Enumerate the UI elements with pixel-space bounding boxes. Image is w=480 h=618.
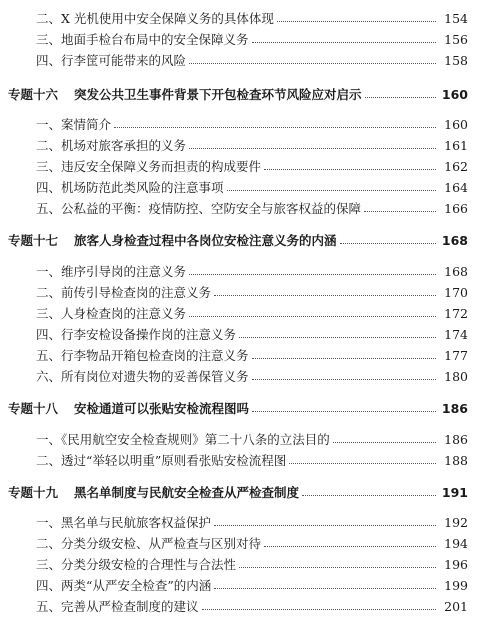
- toc-entry: [0, 29, 480, 49]
- entry-title: 二、机场对旅客承担的义务: [36, 138, 187, 153]
- entry-page: 201: [444, 598, 468, 614]
- leader-dots: [252, 42, 436, 43]
- leader-dots: [214, 295, 436, 296]
- entry-title: 二、X 光机使用中安全保障义务的具体体现: [36, 11, 274, 26]
- toc-entry: [0, 450, 480, 470]
- entry-page: 194: [444, 535, 468, 551]
- leader-dots: [239, 337, 436, 338]
- chapter-title: 突发公共卫生事件背景下开包检查环节风险应对启示: [74, 87, 362, 102]
- chapter-heading: [0, 84, 480, 104]
- leader-dots: [189, 63, 436, 64]
- chapter-label: 专题十七: [8, 233, 59, 248]
- entry-page: 168: [444, 263, 468, 279]
- entry-title: 五、公私益的平衡：疫情防控、空防安全与旅客权益的保障: [36, 201, 362, 216]
- leader-dots: [252, 411, 436, 412]
- toc-entry: [0, 324, 480, 344]
- leader-dots: [364, 211, 436, 212]
- chapter-page: 186: [441, 400, 468, 416]
- entry-page: 192: [444, 514, 468, 530]
- leader-dots: [214, 588, 436, 589]
- toc-entry: [0, 8, 480, 28]
- entry-title: 三、分类分级安检的合理性与合法性: [36, 557, 237, 572]
- entry-title: 一、《民用航空安全检查规则》第二十八条的立法目的: [36, 432, 330, 447]
- entry-page: 188: [444, 452, 468, 468]
- entry-page: 172: [444, 305, 468, 321]
- entry-title: 五、行李物品开箱包检查岗的注意义务: [36, 348, 249, 363]
- chapter-label: 专题十九: [8, 485, 59, 500]
- leader-dots: [264, 169, 436, 170]
- entry-title: 六、所有岗位对遗失物的妥善保管义务: [36, 369, 249, 384]
- toc-entry: [0, 177, 480, 197]
- chapter-title: 安检通道可以张贴安检流程图吗: [74, 401, 250, 416]
- toc-entry: [0, 282, 480, 302]
- chapter-heading: [0, 230, 480, 250]
- leader-dots: [214, 525, 436, 526]
- chapter-heading: [0, 482, 480, 502]
- leader-dots: [189, 274, 436, 275]
- toc-entry: [0, 261, 480, 281]
- entry-title: 四、两类“从严安全检查”的内涵: [36, 578, 212, 593]
- leader-dots: [252, 358, 436, 359]
- toc-entry: [0, 429, 480, 449]
- entry-title: 三、违反安全保障义务而担责的构成要件: [36, 159, 262, 174]
- toc-entry: [0, 554, 480, 574]
- leader-dots: [289, 463, 436, 464]
- entry-page: 177: [444, 347, 468, 363]
- entry-page: 164: [444, 179, 468, 195]
- entry-title: 二、分类分级安检、从严检查与区别对待: [36, 536, 262, 551]
- toc-entry: [0, 345, 480, 365]
- toc-entry: [0, 303, 480, 323]
- entry-page: 161: [444, 137, 468, 153]
- toc-entry: [0, 596, 480, 616]
- toc-entry: [0, 50, 480, 70]
- chapter-title: 旅客人身检查过程中各岗位安检注意义务的内涵: [74, 233, 337, 248]
- entry-title: 五、完善从严检查制度的建议: [36, 599, 199, 614]
- entry-title: 二、透过“举轻以明重”原则看张贴安检流程图: [36, 453, 287, 468]
- toc-entry: [0, 575, 480, 595]
- entry-title: 四、行李筐可能带来的风险: [36, 53, 187, 68]
- leader-dots: [365, 97, 436, 98]
- entry-title: 一、维序引导岗的注意义务: [36, 264, 187, 279]
- entry-page: 162: [444, 158, 468, 174]
- entry-page: 174: [444, 326, 468, 342]
- chapter-page: 168: [441, 232, 468, 248]
- toc-entry: [0, 512, 480, 532]
- entry-page: 199: [444, 577, 468, 593]
- entry-page: 160: [444, 116, 468, 132]
- leader-dots: [333, 442, 436, 443]
- entry-title: 二、前传引导检查岗的注意义务: [36, 285, 212, 300]
- entry-title: 四、行李安检设备操作岗的注意义务: [36, 327, 237, 342]
- entry-page: 196: [444, 556, 468, 572]
- entry-page: 154: [444, 10, 468, 26]
- entry-title: 一、黑名单与民航旅客权益保护: [36, 515, 212, 530]
- leader-dots: [202, 609, 436, 610]
- leader-dots: [264, 546, 436, 547]
- entry-title: 三、人身检查岗的注意义务: [36, 306, 187, 321]
- leader-dots: [239, 567, 436, 568]
- chapter-page: 191: [441, 484, 468, 500]
- toc-entry: [0, 156, 480, 176]
- leader-dots: [189, 148, 436, 149]
- leader-dots: [114, 127, 436, 128]
- chapter-label: 专题十八: [8, 401, 59, 416]
- toc-entry: [0, 114, 480, 134]
- toc-entry: [0, 366, 480, 386]
- chapter-heading: [0, 398, 480, 418]
- leader-dots: [227, 190, 436, 191]
- leader-dots: [277, 21, 436, 22]
- entry-page: 158: [444, 52, 468, 68]
- chapter-label: 专题十六: [8, 87, 59, 102]
- chapter-page: 160: [441, 86, 468, 102]
- toc-entry: [0, 533, 480, 553]
- toc-entry: [0, 135, 480, 155]
- entry-page: 186: [444, 431, 468, 447]
- leader-dots: [189, 316, 436, 317]
- entry-title: 一、案情简介: [36, 117, 112, 132]
- entry-page: 170: [444, 284, 468, 300]
- entry-page: 166: [444, 200, 468, 216]
- leader-dots: [340, 243, 436, 244]
- chapter-title: 黑名单制度与民航安全检查从严检查制度: [74, 485, 300, 500]
- entry-title: 三、地面手检台布局中的安全保障义务: [36, 32, 249, 47]
- entry-page: 156: [444, 31, 468, 47]
- toc-entry: [0, 198, 480, 218]
- entry-page: 180: [444, 368, 468, 384]
- leader-dots: [302, 495, 436, 496]
- entry-title: 四、机场防范此类风险的注意事项: [36, 180, 224, 195]
- leader-dots: [252, 379, 436, 380]
